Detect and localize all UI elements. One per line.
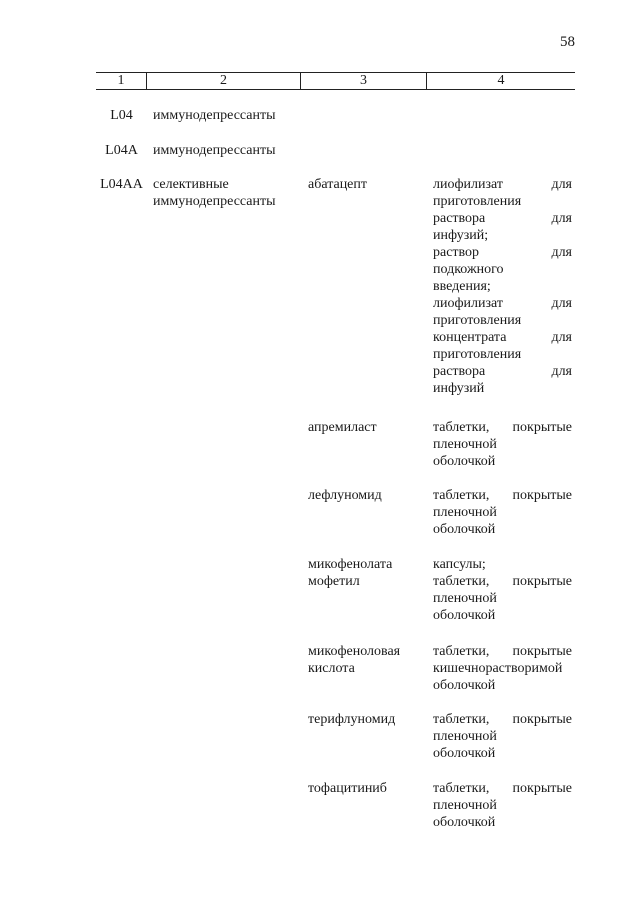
drug-name — [301, 556, 427, 624]
drug-name — [301, 419, 427, 470]
dosage-form-line: лиофилизат для — [433, 177, 572, 192]
empty-cell — [147, 643, 301, 694]
dosage-form-line: пленочной — [433, 437, 497, 452]
drug-row — [96, 643, 575, 694]
drug-name-line: терифлуномид — [308, 712, 396, 727]
empty-cell — [147, 556, 301, 624]
drug-row — [96, 711, 575, 762]
group-name-line: селективные — [153, 177, 229, 192]
dosage-form-line: введения; — [433, 279, 491, 294]
dosage-form — [427, 780, 575, 831]
dosage-form-line: оболочкой — [433, 815, 496, 830]
dosage-form-line: таблетки, покрытые — [433, 644, 572, 659]
drug-name — [301, 711, 427, 762]
drug-row — [96, 556, 575, 624]
dosage-form-line: таблетки, покрытые — [433, 574, 572, 589]
empty-cell — [96, 487, 147, 538]
group-name-line: иммунодепрессанты — [153, 194, 276, 209]
drug-name — [301, 176, 427, 397]
empty-cell — [96, 780, 147, 831]
dosage-form-line: пленочной — [433, 591, 497, 606]
drug-name-line: тофацитиниб — [308, 781, 387, 796]
drug-row — [96, 419, 575, 470]
dosage-form — [427, 711, 575, 762]
column-1-header: 1 — [117, 73, 125, 88]
empty-cell — [147, 711, 301, 762]
drug-name-line: кислота — [308, 661, 355, 676]
dosage-form-line: раствора для — [433, 211, 572, 226]
dosage-form — [427, 643, 575, 694]
empty-cell — [96, 711, 147, 762]
drug-name — [301, 487, 427, 538]
dosage-form-line: раствор для — [433, 245, 572, 260]
dosage-form-line: кишечнорастворимой — [433, 661, 563, 676]
dosage-form-line: пленочной — [433, 729, 497, 744]
empty-cell — [96, 643, 147, 694]
drug-row — [96, 780, 575, 831]
drug-name-line: микофеноловая — [308, 644, 401, 659]
drug-name-line: лефлуномид — [308, 488, 382, 503]
atc-code: L04A — [105, 143, 138, 158]
dosage-form-line: раствора для — [433, 364, 572, 379]
dosage-form-line: оболочкой — [433, 678, 496, 693]
drug-row — [96, 176, 575, 397]
group-name: иммунодепрессанты — [153, 143, 276, 158]
dosage-form-line: оболочкой — [433, 746, 496, 761]
drug-name — [301, 780, 427, 831]
empty-cell — [96, 419, 147, 470]
dosage-form-line: оболочкой — [433, 454, 496, 469]
dosage-form-line: инфузий — [433, 381, 485, 396]
drug-name-line: апремиласт — [308, 420, 377, 435]
dosage-form-line: инфузий; — [433, 228, 489, 243]
dosage-form-line: пленочной — [433, 798, 497, 813]
dosage-form-line: таблетки, покрытые — [433, 488, 572, 503]
dosage-form-line: приготовления — [433, 347, 522, 362]
table-row-l04 — [96, 107, 575, 124]
dosage-form-line: оболочкой — [433, 608, 496, 623]
page-number: 58 — [560, 34, 575, 50]
dosage-form-line: приготовления — [433, 313, 522, 328]
drug-row — [96, 487, 575, 538]
empty-cell — [147, 176, 301, 397]
atc-code: L04 — [110, 108, 133, 123]
drug-name — [301, 643, 427, 694]
dosage-form-line: концентрата для — [433, 330, 572, 345]
empty-cell — [147, 780, 301, 831]
dosage-form-line: лиофилизат для — [433, 296, 572, 311]
dosage-form — [427, 556, 575, 624]
column-3-header: 3 — [300, 73, 426, 89]
dosage-form-line: пленочной — [433, 505, 497, 520]
dosage-form-line: капсулы; — [433, 557, 486, 572]
table-header — [96, 72, 575, 90]
group-name: иммунодепрессанты — [153, 108, 276, 123]
empty-cell — [96, 176, 147, 397]
dosage-form-line: таблетки, покрытые — [433, 781, 572, 796]
empty-cell — [147, 487, 301, 538]
drug-name-line: мофетил — [308, 574, 360, 589]
atc-code: L04AA — [100, 177, 143, 192]
table-row-l04a — [96, 142, 575, 159]
dosage-form-line: подкожного — [433, 262, 504, 277]
dosage-form — [427, 419, 575, 470]
dosage-form-line: приготовления — [433, 194, 522, 209]
column-4-header: 4 — [426, 73, 575, 89]
dosage-form — [427, 487, 575, 538]
column-2-header: 2 — [146, 73, 300, 89]
drug-name-line: микофенолата — [308, 557, 393, 572]
dosage-form — [427, 176, 575, 397]
empty-cell — [96, 556, 147, 624]
dosage-form-line: оболочкой — [433, 522, 496, 537]
dosage-form-line: таблетки, покрытые — [433, 712, 572, 727]
empty-cell — [147, 419, 301, 470]
drug-name-line: абатацепт — [308, 177, 368, 192]
dosage-form-line: таблетки, покрытые — [433, 420, 572, 435]
